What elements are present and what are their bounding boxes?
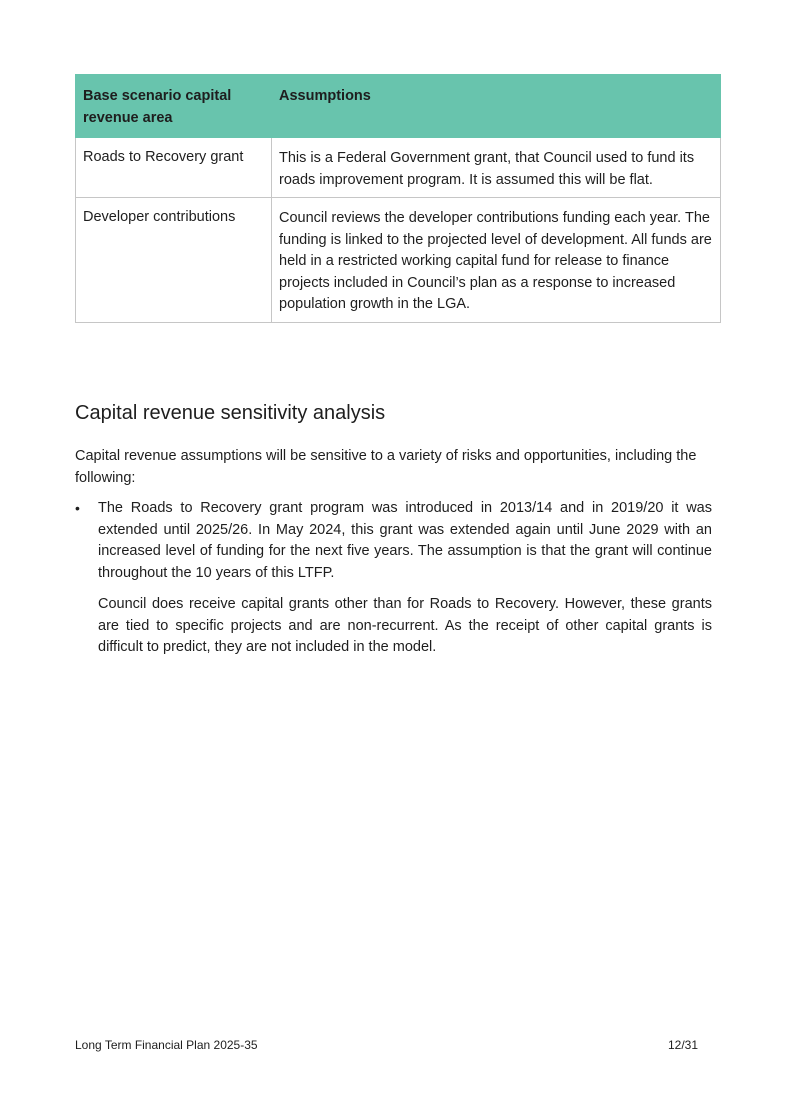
table-row <box>76 198 721 323</box>
bullet-list <box>75 498 712 659</box>
table-header-row <box>76 75 721 138</box>
column-header-area: Base scenario capital revenue area <box>76 75 272 138</box>
bullet-icon: • <box>75 500 80 516</box>
table-row <box>76 138 721 198</box>
footer-title: Long Term Financial Plan 2025-35 <box>75 1038 258 1052</box>
row-assumption-cell: Council reviews the developer contributions funding each year. The funding is linked to the projected level of development. All funds are held in a restricted working capital fund for release to finance projects included in Council’s plan as a response to increased population growth in the LGA. <box>272 198 721 323</box>
follow-paragraph: Council does receive capital grants other than for Roads to Recovery. However, these grants are tied to specific projects and are non-recurrent. As the receipt of other capital grants is difficult to predict, they are not included in the model. <box>98 596 712 655</box>
page-number: 12/31 <box>667 1038 698 1052</box>
section-heading: Capital revenue sensitivity analysis <box>75 402 386 424</box>
row-area-cell: Roads to Recovery grant <box>76 138 272 198</box>
list-item <box>75 498 712 584</box>
row-assumption-cell: This is a Federal Government grant, that Council used to fund its roads improvement program. It is assumed this will be flat. <box>272 138 721 198</box>
column-header-assumptions: Assumptions <box>272 75 721 138</box>
bullet-text: The Roads to Recovery grant program was introduced in 2013/14 and in 2019/20 it was extended until 2025/26. In May 2024, this grant was extended again until June 2029 with an increased level of funding for the next five years. The assumption is that the grant will continue throughout the 10 years of this LTFP. <box>98 500 712 581</box>
intro-paragraph: Capital revenue assumptions will be sensitive to a variety of risks and opportunities, including the following: <box>75 448 697 486</box>
assumptions-table <box>75 74 721 323</box>
row-area-cell: Developer contributions <box>76 198 272 323</box>
